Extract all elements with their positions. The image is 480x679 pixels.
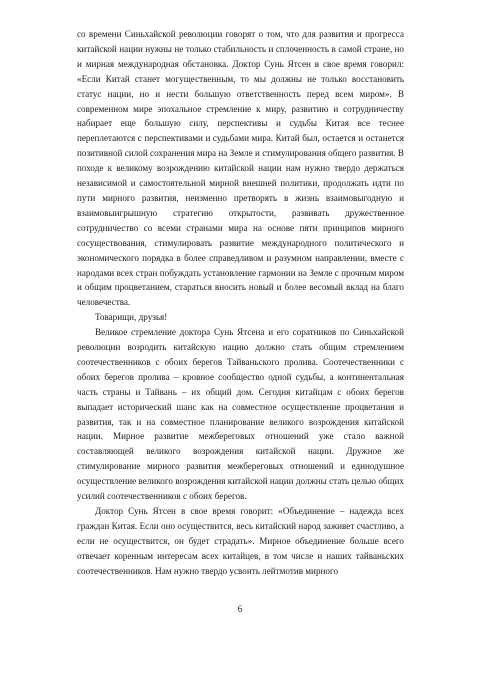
paragraph-2: Товарищи, друзья! [95,312,168,323]
page-number: 6 [237,604,243,614]
paragraph-4: Доктор Сунь Ятсен в свое время говорит: «Объединение – надежда всех граждан Китая. Если оно осуществится, весь китайский народ заживет счастливо, а если не осуществится, он будет страдать». Мирное объединение больше всего отвечает коренным интересам всех китайцев, в том числе и наших тайваньских соотечественников. Нам нужно твердо усвоить лейтмотив мирного [77,506,404,576]
paragraph-1: со времени Синьхайской революции говорят о том, что для развития и прогресса китайской нации нужны не только стабильность и сплоченность в самой стране, но и мирная международная обстановка. Доктор Сунь Ятсен в свое время говорил: «Если Китай станет могущественным, то мы должны не только восстановить статус нации, но и нести большую ответственность перед всем миром». В современном мире эпохальное стремление к миру, развитию и сотрудничеству набирает еще большую силу, перспективы и судьбы Китая все теснее переплетаются с перспективами и судьбами мира. Китай был, остается и останется позитивной силой сохранения мира на Земле и стимулирования общего развития. В походе к великому возрождению китайской нации нам нужно твердо держаться независимой и самостоятельной мирной внешней политики, продолжать идти по пути мирного развития, неизменно претворять в жизнь взаимовыгодную и взаимовыигрышную стратегию открытости, развивать дружественное сотрудничество со всеми странами мира на основе пяти принципов мирного сосуществования, стимулировать развитие международного политического и экономического порядка в более справедливом и разумном направлении, вместе с народами всех стран побуждать установление гармонии на Земле с прочным миром и общим процветанием, стараться вносить новый и более весомый вклад на благо человечества. [77,29,404,308]
paragraph-3: Великое стремление доктора Сунь Ятсена и его соратников по Синьхайской революции возродить китайскую нацию должно стать общим стремлением соотечественников с обоих берегов Тайваньского пролива. Соотечественники с обоих берегов пролива – кровное сообщество одной судьбы, а континентальная часть страны и Тайвань – их общий дом. Сегодня китайцам с обоих берегов выпадает исторический шанс как на совместное осуществление процветания и развития, так и на совместное планирование великого возрождения китайской нации. Мирное развитие межбереговых отношений уже стало важной составляющей великого возрождения китайской нации. Дружное же стимулирование мирного развития межбереговых отношений и единодушное осуществление великого возрождения китайской нации должны стать целью общих усилий соотечественников с обоих берегов. [77,327,404,502]
body-text [77,27,404,579]
